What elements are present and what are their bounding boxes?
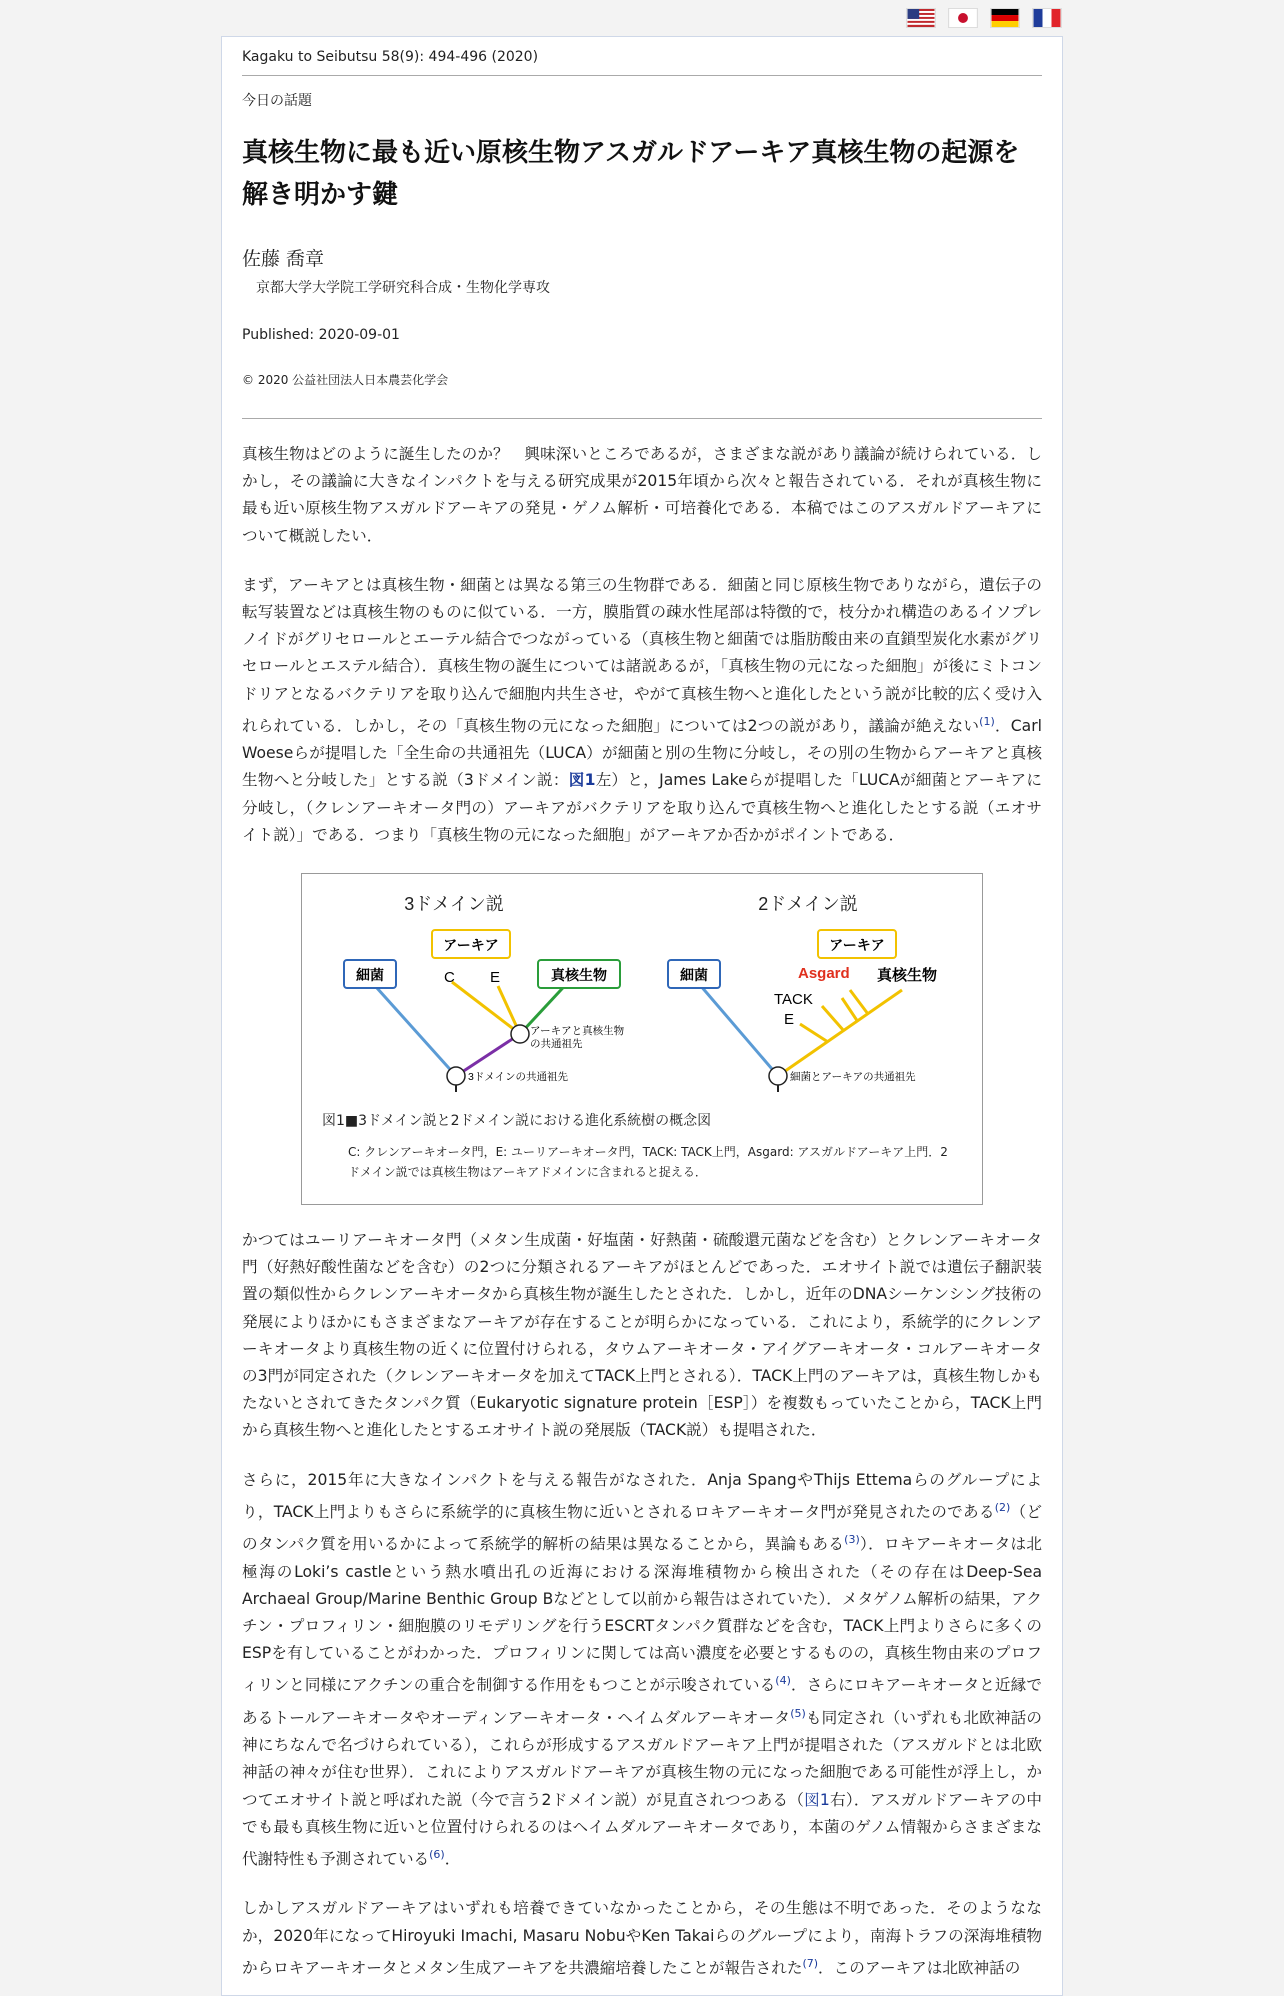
left-archaea-label: アーキア	[443, 937, 499, 954]
paragraph-classification: かつてはユーリアーキオータ門（メタン生成菌・好塩菌・好熱菌・硫酸還元菌などを含む）とクレンアーキオータ門（好熱好酸性菌などを含む）の2つに分類されるアーキアがほとんどであった．エオサイト説では遺伝子翻訳装置の類似性からクレンアーキオータから真核生物が誕生したとされた．しかし，近年のDNAシーケンシング技術の発展によりほかにもさまざまなアーキアが存在することが明らかになっている．これにより，系統学的にクレンアーキオータより真核生物の近くに位置付けられる，タウムアーキオータ・アイグアーキオータ・コルアーキオータの3門が同定された（クレンアーキオータを加えてTACK上門とされる）．TACK上門のアーキアは，真核生物しかもたないとされてきたタンパク質（Eukaryotic signature protein［ESP］）を複数もっていたことから，TACK上門から真核生物へと進化したとするエオサイト説の発展版（TACK説）も提唱された．	[242, 1231, 1042, 1440]
figure-1	[301, 873, 983, 1205]
section-label: 今日の話題	[242, 93, 312, 109]
node-arch-euk-line1: アーキアと真核生物	[530, 1025, 625, 1038]
figure-note: C: クレンアーキオータ門，E: ユーリアーキオータ門，TACK: TACK上門，Asgard: アスガルドアーキア上門．2ドメイン説では真核生物はアーキアドメインに含まれると捉える．	[348, 1145, 948, 1180]
journal-citation: Kagaku to Seibutsu 58(9): 494-496 (2020)	[242, 49, 1042, 76]
reference-link[interactable]: (4)	[775, 1674, 791, 1688]
right-bacteria-label: 細菌	[680, 967, 708, 984]
right-archaea-label: アーキア	[829, 937, 885, 954]
us-flag-icon[interactable]	[906, 8, 936, 28]
right-title: 2ドメイン説	[758, 894, 858, 915]
right-e-label: E	[784, 1011, 795, 1029]
figure-link[interactable]: 図1	[804, 1790, 830, 1809]
figure-caption: 図1■3ドメイン説と2ドメイン説における進化系統樹の概念図	[322, 1113, 712, 1130]
figure-link[interactable]: 図1	[568, 771, 596, 790]
language-flags	[906, 8, 1062, 28]
tack-label: TACK	[774, 991, 813, 1009]
node-arch-euk-line2: の共通祖先	[530, 1038, 583, 1051]
fr-flag-icon[interactable]	[1032, 8, 1062, 28]
reference-link[interactable]: (7)	[802, 1956, 819, 1970]
published-date: Published: 2020-09-01	[242, 327, 400, 343]
reference-link[interactable]: (5)	[790, 1706, 806, 1720]
author-name[interactable]: 佐藤 喬章	[242, 248, 325, 270]
reference-link[interactable]: (2)	[994, 1500, 1011, 1514]
node-three-domain: 3ドメインの共通祖先	[468, 1071, 569, 1084]
asgard-label: Asgard	[798, 965, 850, 983]
reference-link[interactable]: (1)	[979, 714, 995, 728]
paragraph-lokiarchaeota: さらに，2015年に大きなインパクトを与える報告がなされた．Anja SpangやThijs Ettemaらのグループにより，TACK上門よりもさらに系統学的に真核生物に近いとされるロキアーキオータ門が発見されたのである$^{(2)}$（どのタンパク質を用いるかによって系統学的解析の結果は異なることから，異論もある$^{(3)}$）．ロキアーキオータは北極海のLoki’s castleという熱水噴出孔の近海における深海堆積物から検出された（その存在はDeep-Sea Archaeal Group/Marine Benthic Group Bなどとして以前から報告はされていた）．メタゲノム解析の結果，アクチン・プロフィリン・細胞膜のリモデリングを行うESCRTタンパク質群などを含む，TACK上門よりさらに多くのESPを有していることがわかった．プロフィリンに関しては高い濃度を必要とするものの，真核生物由来のプロフィリンと同様にアクチンの重合を制御する作用をもつことが示唆されている$^{(4)}$．さらにロキアーキオータと近縁であるトールアーキオータやオーディンアーキオータ・ヘイムダルアーキオータ$^{(5)}$も同定され（いずれも北欧神話の神にちなんで名づけられている），これらが形成するアスガルドアーキア上門が提唱された（アスガルドとは北欧神話の神々が住む世界）．これによりアスガルドアーキアが真核生物の元になった細胞である可能性が浮上し，かつてエオサイト説と呼ばれた説（今で言う2ドメイン説）が見直されつつある（図1右）．アスガルドアーキアの中でも最も真核生物に近いと位置付けられるのはヘイムダルアーキオータであり，本菌のゲノム情報からさまざまな代謝特性も予測されている$^{(6)}$．	[242, 1470, 1043, 1869]
jp-flag-icon[interactable]	[948, 8, 978, 28]
phylogeny-diagram	[302, 874, 982, 1104]
right-eukarya-label: 真核生物	[877, 967, 938, 985]
left-eukarya-label: 真核生物	[551, 967, 607, 984]
paragraph-culture: しかしアスガルドアーキアはいずれも培養できていなかったことから，その生態は不明であった．そのようななか，2020年になってHiroyuki Imachi, Masaru NobuやKen Takaiらのグループにより，南海トラフの深海堆積物からロキアーキオータとメタン生成アーキアを共濃縮培養したことが報告された$^{(7)}$．このアーキアは北欧神話の	[242, 1899, 1042, 1978]
article-title: 真核生物に最も近い原核生物アスガルドアーキア真核生物の起源を解き明かす鍵	[242, 138, 1020, 210]
author-affiliation: 京都大学大学院工学研究科合成・生物化学専攻	[256, 280, 550, 296]
paragraph-intro: 真核生物はどのように誕生したのか？ 興味深いところであるが，さまざまな説があり議論が続けられている．しかし，その議論に大きなインパクトを与える研究成果が2015年頃から次々と報告されている．それが真核生物に最も近い原核生物アスガルドアーキアの発見・ゲノム解析・可培養化である．本稿ではこのアスガルドアーキアについて概説したい．	[242, 445, 1042, 545]
left-bacteria-label: 細菌	[356, 967, 384, 984]
left-c-label: C	[444, 969, 455, 987]
reference-link[interactable]: (6)	[429, 1848, 445, 1862]
reference-link[interactable]: (3)	[844, 1533, 860, 1547]
article-page	[221, 36, 1063, 1996]
copyright-notice: © 2020 公益社団法人日本農芸化学会	[242, 371, 1042, 419]
node-bact-arch: 細菌とアーキアの共通祖先	[790, 1071, 916, 1084]
de-flag-icon[interactable]	[990, 8, 1020, 28]
left-title: 3ドメイン説	[404, 894, 504, 915]
paragraph-archaea: まず，アーキアとは真核生物・細菌とは異なる第三の生物群である．細菌と同じ原核生物でありながら，遺伝子の転写装置などは真核生物のものに似ている．一方，膜脂質の疎水性尾部は特徴的で，枝分かれ構造のあるイソプレノイドがグリセロールとエーテル結合でつながっている（真核生物と細菌では脂肪酸由来の直鎖型炭化水素がグリセロールとエステル結合）．真核生物の誕生については諸説あるが，「真核生物の元になった細胞」が後にミトコンドリアとなるバクテリアを取り込んで細胞内共生させ，やがて真核生物へと進化したという説が比較的広く受け入れられている．しかし，その「真核生物の元になった細胞」については2つの説があり，議論が絶えない$^{(1)}$．Carl Woeseらが提唱した「全生命の共通祖先（LUCA）が細菌と別の生物に分岐し，その別の生物からアーキアと真核生物へと分岐した」とする説（3ドメイン説：図1左）と，James Lakeらが提唱した「LUCAが細菌とアーキアに分岐し，（クレンアーキオータ門の）アーキアがバクテリアを取り込んで真核生物へと進化したとする説（エオサイト説）」である．つまり「真核生物の元になった細胞」がアーキアか否かがポイントである．	[242, 575, 1042, 844]
left-e-label: E	[490, 969, 501, 987]
